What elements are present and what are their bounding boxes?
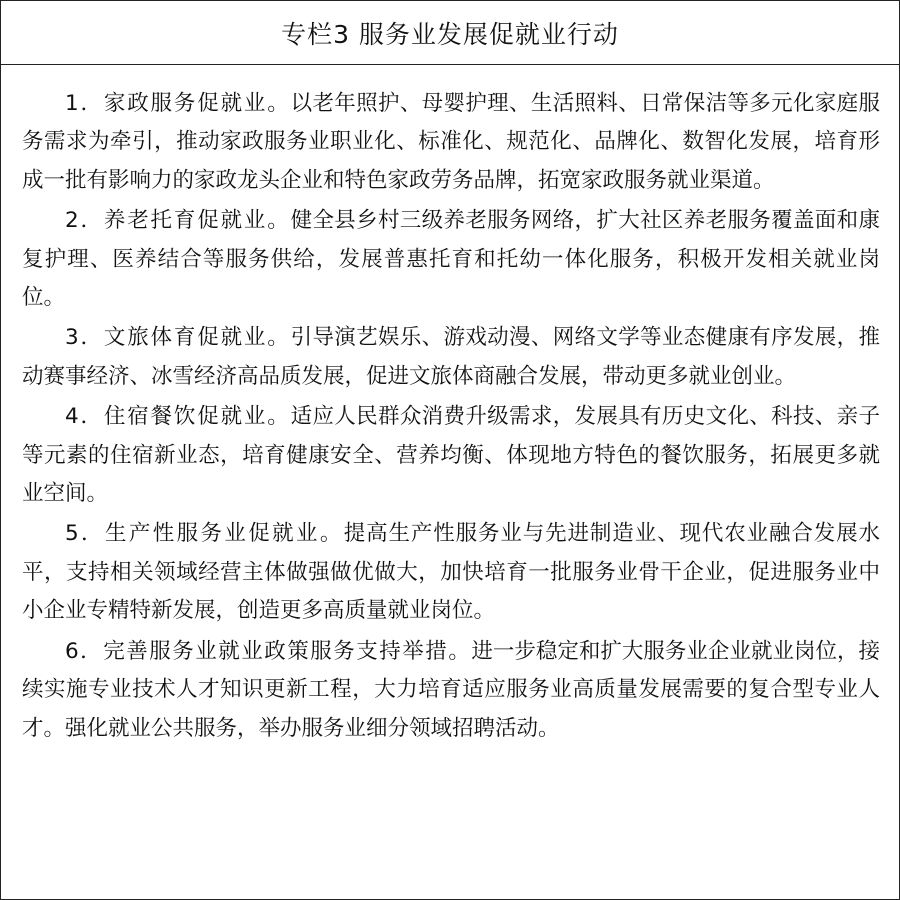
item-body: 进一步稳定和扩大服务业企业就业岗位，接续实施专业技术人才知识更新工程，大力培育适应服务业高质量发展需要的复合型专业人才。强化就业公共服务，举办服务业细分领域招聘活动。 — [22, 638, 880, 741]
item-body: 引导演艺娱乐、游戏动漫、网络文学等业态健康有序发展，推动赛事经济、冰雪经济高品质发展，促进文旅体商融合发展，带动更多就业创业。 — [22, 325, 880, 389]
item-heading: 4．住宿餐饮促就业。 — [65, 404, 291, 430]
column-title: 专栏3 服务业发展促就业行动 — [281, 19, 619, 49]
item-paragraph-4 — [22, 398, 880, 513]
item-paragraph-1 — [22, 85, 880, 200]
item-body: 健全县乡村三级养老服务网络，扩大社区养老服务覆盖面和康复护理、医养结合等服务供给，发展普惠托育和托幼一体化服务，积极开发相关就业岗位。 — [22, 208, 880, 311]
item-heading: 5．生产性服务业促就业。 — [65, 521, 344, 547]
item-body: 适应人民群众消费升级需求，发展具有历史文化、科技、亲子等元素的住宿新业态，培育健康安全、营养均衡、体现地方特色的餐饮服务，拓展更多就业空间。 — [22, 404, 880, 507]
item-body: 提高生产性服务业与先进制造业、现代农业融合发展水平，支持相关领域经营主体做强做优做大，加快培育一批服务业骨干企业，促进服务业中小企业专精特新发展，创造更多高质量就业岗位。 — [22, 521, 880, 624]
item-paragraph-5 — [22, 515, 880, 630]
item-heading: 6．完善服务业就业政策服务支持举措。 — [65, 638, 472, 664]
item-heading: 2．养老托育促就业。 — [65, 208, 291, 234]
item-paragraph-3 — [22, 319, 880, 396]
item-paragraph-6 — [22, 633, 880, 748]
item-heading: 1．家政服务促就业。 — [65, 91, 291, 116]
column-content — [1, 65, 899, 748]
column-header — [1, 1, 899, 65]
item-paragraph-2 — [22, 202, 880, 317]
item-body: 以老年照护、母婴护理、生活照料、日常保洁等多元化家庭服务需求为牵引，推动家政服务业职业化、标准化、规范化、品牌化、数智化发展，培育形成一批有影响力的家政龙头企业和特色家政劳务品牌，拓宽家政服务就业渠道。 — [22, 91, 880, 193]
item-heading: 3．文旅体育促就业。 — [65, 325, 291, 351]
